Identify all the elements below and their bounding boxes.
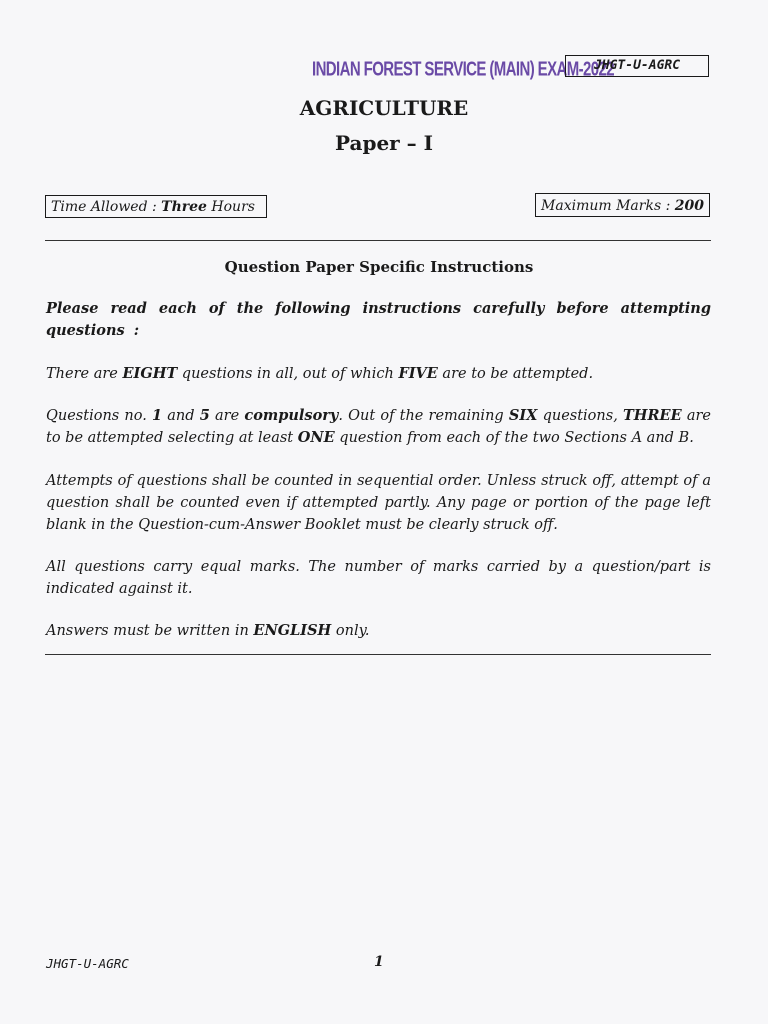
text-run: and	[162, 408, 200, 424]
emphasis-english: ENGLISH	[253, 622, 332, 639]
instruction-language	[46, 620, 711, 642]
instruction-question-count	[46, 363, 711, 385]
emphasis-compulsory: compulsory	[244, 407, 339, 424]
instructions-title: Question Paper Specific Instructions	[224, 258, 534, 276]
emphasis-six: SIX	[508, 407, 538, 424]
page-number: 1	[374, 954, 384, 970]
emphasis-one: ONE	[297, 429, 335, 446]
maximum-marks-label: Maximum Marks :	[541, 198, 675, 214]
footer-paper-code: JHGT-U-AGRC	[46, 956, 129, 971]
subject-title: AGRICULTURE	[299, 96, 469, 120]
emphasis-q1: 1	[152, 407, 163, 424]
text-run: are to be attempted selecting at least	[46, 408, 711, 446]
time-allowed-label: Time Allowed :	[51, 199, 162, 215]
emphasis-eight: EIGHT	[122, 365, 178, 382]
emphasis-three: THREE	[622, 407, 682, 424]
instruction-sequential-order: Attempts of questions shall be counted in sequential order. Unless struck off, attempt of a question shall be counted even if attempted partly. Any page or portion of the page left blank in the Question-cum-Answer Booklet must be clearly struck off.	[46, 473, 711, 533]
maximum-marks-box	[535, 193, 710, 217]
time-allowed-value: Three	[161, 199, 207, 215]
maximum-marks-value: 200	[674, 198, 704, 214]
paper-title: Paper – I	[335, 131, 433, 155]
text-run: are	[209, 408, 245, 424]
text-run: Questions no.	[46, 408, 153, 424]
text-run: are to be attempted.	[437, 366, 594, 382]
instruction-equal-marks: All questions carry equal marks. The number of marks carried by a question/part is indicated against it.	[46, 559, 711, 597]
top-divider	[45, 240, 711, 241]
text-run: There are	[46, 366, 123, 382]
bottom-divider	[45, 654, 711, 655]
text-run: only.	[331, 623, 370, 639]
time-allowed-box	[45, 195, 267, 218]
text-run: Answers must be written in	[46, 623, 254, 639]
text-run: questions,	[537, 408, 623, 424]
instruction-compulsory	[46, 405, 711, 449]
instructions-lead: Please read each of the following instructions carefully before attempting questions :	[46, 300, 711, 339]
text-run: question from each of the two Sections A and B.	[334, 430, 694, 446]
exam-stamp: INDIAN FOREST SERVICE (MAIN) EXAM-2022	[312, 58, 614, 81]
emphasis-q5: 5	[199, 407, 210, 424]
text-run: . Out of the remaining	[338, 408, 509, 424]
emphasis-five: FIVE	[398, 365, 438, 382]
time-allowed-unit: Hours	[206, 199, 255, 215]
paper-code-box: JHGT-U-AGRC	[565, 55, 709, 77]
text-run: questions in all, out of which	[177, 366, 399, 382]
